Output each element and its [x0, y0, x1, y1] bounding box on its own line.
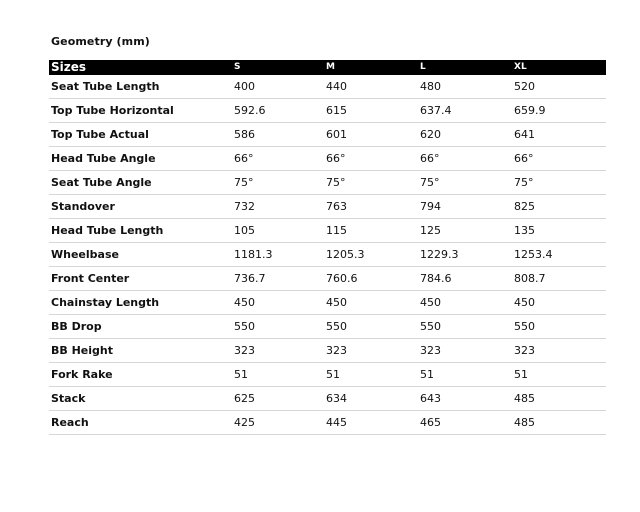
row-label: Reach: [49, 411, 232, 435]
cell-size-m: 1205.3: [324, 243, 418, 267]
cell-size-s: 550: [232, 315, 324, 339]
cell-size-m: 445: [324, 411, 418, 435]
table-row: [49, 387, 606, 411]
cell-size-s: 51: [232, 363, 324, 387]
cell-size-xl: 808.7: [512, 267, 606, 291]
cell-size-l: 465: [418, 411, 512, 435]
table-row: [49, 411, 606, 435]
cell-size-s: 425: [232, 411, 324, 435]
cell-size-l: 794: [418, 195, 512, 219]
table-row: [49, 291, 606, 315]
table-row: [49, 147, 606, 171]
table-row: [49, 339, 606, 363]
cell-size-s: 1181.3: [232, 243, 324, 267]
cell-size-xl: 825: [512, 195, 606, 219]
cell-size-m: 66°: [324, 147, 418, 171]
header-sizes: Sizes: [49, 60, 232, 75]
row-label: Top Tube Actual: [49, 123, 232, 147]
cell-size-xl: 51: [512, 363, 606, 387]
geometry-table: [49, 60, 606, 435]
row-label: BB Drop: [49, 315, 232, 339]
table-header: [49, 60, 606, 75]
cell-size-s: 66°: [232, 147, 324, 171]
cell-size-l: 550: [418, 315, 512, 339]
cell-size-l: 620: [418, 123, 512, 147]
cell-size-xl: 450: [512, 291, 606, 315]
cell-size-l: 480: [418, 75, 512, 99]
table-row: [49, 123, 606, 147]
table-row: [49, 195, 606, 219]
row-label: Head Tube Length: [49, 219, 232, 243]
row-label: Wheelbase: [49, 243, 232, 267]
cell-size-xl: 485: [512, 387, 606, 411]
cell-size-xl: 75°: [512, 171, 606, 195]
cell-size-s: 592.6: [232, 99, 324, 123]
row-label: BB Height: [49, 339, 232, 363]
cell-size-xl: 485: [512, 411, 606, 435]
table-row: [49, 99, 606, 123]
row-label: Fork Rake: [49, 363, 232, 387]
cell-size-l: 1229.3: [418, 243, 512, 267]
table-row: [49, 315, 606, 339]
cell-size-xl: 323: [512, 339, 606, 363]
table-row: [49, 267, 606, 291]
header-row: [49, 60, 606, 75]
table-row: [49, 243, 606, 267]
cell-size-l: 450: [418, 291, 512, 315]
row-label: Front Center: [49, 267, 232, 291]
cell-size-l: 323: [418, 339, 512, 363]
cell-size-s: 400: [232, 75, 324, 99]
cell-size-xl: 1253.4: [512, 243, 606, 267]
cell-size-m: 601: [324, 123, 418, 147]
cell-size-xl: 550: [512, 315, 606, 339]
cell-size-l: 125: [418, 219, 512, 243]
table-body: [49, 75, 606, 435]
cell-size-l: 637.4: [418, 99, 512, 123]
header-size-m: M: [324, 60, 418, 75]
cell-size-m: 615: [324, 99, 418, 123]
page-title: Geometry (mm): [51, 35, 150, 48]
row-label: Stack: [49, 387, 232, 411]
cell-size-m: 323: [324, 339, 418, 363]
row-label: Chainstay Length: [49, 291, 232, 315]
row-label: Top Tube Horizontal: [49, 99, 232, 123]
cell-size-s: 323: [232, 339, 324, 363]
cell-size-s: 586: [232, 123, 324, 147]
cell-size-m: 51: [324, 363, 418, 387]
cell-size-s: 625: [232, 387, 324, 411]
cell-size-m: 760.6: [324, 267, 418, 291]
cell-size-m: 115: [324, 219, 418, 243]
cell-size-m: 75°: [324, 171, 418, 195]
row-label: Head Tube Angle: [49, 147, 232, 171]
cell-size-l: 75°: [418, 171, 512, 195]
cell-size-m: 450: [324, 291, 418, 315]
cell-size-xl: 66°: [512, 147, 606, 171]
row-label: Seat Tube Length: [49, 75, 232, 99]
cell-size-xl: 641: [512, 123, 606, 147]
cell-size-l: 643: [418, 387, 512, 411]
table-row: [49, 171, 606, 195]
table-row: [49, 219, 606, 243]
cell-size-xl: 520: [512, 75, 606, 99]
cell-size-xl: 135: [512, 219, 606, 243]
row-label: Standover: [49, 195, 232, 219]
header-size-s: S: [232, 60, 324, 75]
cell-size-s: 736.7: [232, 267, 324, 291]
row-label: Seat Tube Angle: [49, 171, 232, 195]
cell-size-l: 66°: [418, 147, 512, 171]
table-row: [49, 363, 606, 387]
cell-size-s: 450: [232, 291, 324, 315]
cell-size-s: 75°: [232, 171, 324, 195]
header-size-l: L: [418, 60, 512, 75]
cell-size-xl: 659.9: [512, 99, 606, 123]
cell-size-m: 634: [324, 387, 418, 411]
cell-size-s: 732: [232, 195, 324, 219]
cell-size-m: 440: [324, 75, 418, 99]
cell-size-l: 784.6: [418, 267, 512, 291]
table-row: [49, 75, 606, 99]
cell-size-m: 550: [324, 315, 418, 339]
cell-size-m: 763: [324, 195, 418, 219]
cell-size-l: 51: [418, 363, 512, 387]
cell-size-s: 105: [232, 219, 324, 243]
header-size-xl: XL: [512, 60, 606, 75]
